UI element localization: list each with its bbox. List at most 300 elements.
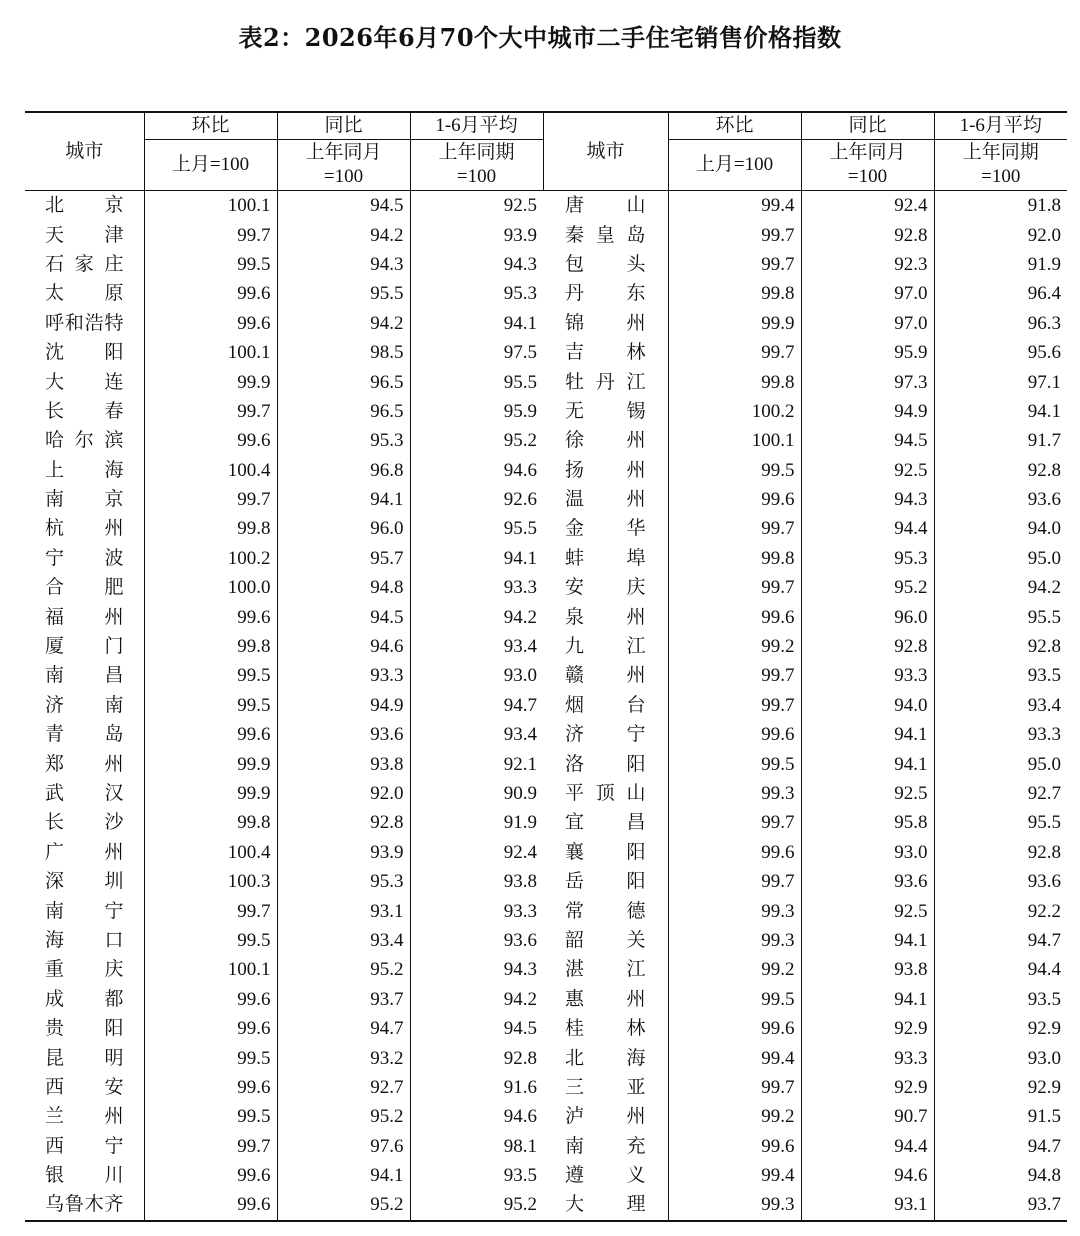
city-label: 海 口 — [45, 929, 124, 951]
cell-mom-left: 99.9 — [144, 367, 277, 396]
city-label: 哈 尔 滨 — [45, 430, 124, 452]
cell-mom-right: 99.6 — [668, 602, 801, 631]
cell-yoy-right: 92.3 — [801, 250, 934, 279]
cell-avg-right: 93.7 — [934, 1190, 1067, 1220]
city-label: 杭 州 — [45, 518, 124, 540]
city-label: 成 都 — [45, 988, 124, 1010]
cell-yoy-left: 96.8 — [277, 456, 410, 485]
city-label: 长 春 — [45, 400, 124, 422]
column-header-yoy-left: 同比 — [277, 112, 410, 140]
city-label: 南 昌 — [45, 665, 124, 687]
cell-mom-right: 99.7 — [668, 1073, 801, 1102]
cell-yoy-right: 93.3 — [801, 1043, 934, 1072]
city-label: 贵 阳 — [45, 1018, 124, 1040]
city-name-left — [25, 191, 144, 221]
city-name-left — [25, 544, 144, 573]
column-header-mom-right: 环比 — [668, 112, 801, 140]
city-name-left — [25, 573, 144, 602]
cell-mom-right: 99.6 — [668, 485, 801, 514]
city-name-right — [543, 1132, 668, 1161]
city-name-left — [25, 779, 144, 808]
city-name-left — [25, 1102, 144, 1131]
city-label: 湛 江 — [565, 959, 646, 981]
table-row — [25, 456, 1067, 485]
cell-mom-right: 99.4 — [668, 1043, 801, 1072]
city-label: 秦 皇 岛 — [565, 224, 646, 246]
city-name-right — [543, 1190, 668, 1220]
city-name-right — [543, 720, 668, 749]
cell-yoy-right: 95.3 — [801, 544, 934, 573]
city-name-left — [25, 720, 144, 749]
cell-avg-left: 98.1 — [410, 1132, 543, 1161]
cell-yoy-left: 92.8 — [277, 808, 410, 837]
city-name-right — [543, 779, 668, 808]
cell-avg-right: 92.7 — [934, 779, 1067, 808]
city-label: 上 海 — [45, 459, 124, 481]
column-header-avg-left: 1-6月平均 — [410, 112, 543, 140]
base-header-yoy-right: 上年同月 =100 — [801, 140, 934, 191]
cell-avg-left: 95.2 — [410, 426, 543, 455]
cell-avg-left: 93.5 — [410, 1161, 543, 1190]
cell-avg-right: 93.6 — [934, 867, 1067, 896]
cell-yoy-right: 92.5 — [801, 456, 934, 485]
base-header-avg-right: 上年同期 =100 — [934, 140, 1067, 191]
cell-mom-left: 99.6 — [144, 426, 277, 455]
cell-yoy-left: 95.2 — [277, 1190, 410, 1220]
cell-avg-right: 92.0 — [934, 220, 1067, 249]
cell-mom-right: 99.8 — [668, 544, 801, 573]
cell-avg-left: 93.4 — [410, 720, 543, 749]
cell-mom-right: 99.7 — [668, 661, 801, 690]
city-label: 银 川 — [45, 1165, 124, 1187]
cell-mom-left: 99.6 — [144, 309, 277, 338]
city-name-right — [543, 456, 668, 485]
cell-avg-right: 93.0 — [934, 1043, 1067, 1072]
cell-avg-right: 95.5 — [934, 602, 1067, 631]
cell-mom-right: 99.5 — [668, 456, 801, 485]
city-label: 福 州 — [45, 606, 124, 628]
cell-avg-right: 94.8 — [934, 1161, 1067, 1190]
city-label: 牡 丹 江 — [565, 371, 646, 393]
cell-mom-left: 100.0 — [144, 573, 277, 602]
cell-yoy-left: 95.3 — [277, 867, 410, 896]
cell-avg-left: 94.1 — [410, 544, 543, 573]
table-row — [25, 1043, 1067, 1072]
cell-avg-left: 97.5 — [410, 338, 543, 367]
city-label: 徐 州 — [565, 430, 646, 452]
cell-mom-right: 99.7 — [668, 338, 801, 367]
city-name-right — [543, 838, 668, 867]
city-name-right — [543, 602, 668, 631]
table-row — [25, 220, 1067, 249]
city-name-right — [543, 661, 668, 690]
cell-yoy-right: 94.6 — [801, 1161, 934, 1190]
cell-yoy-right: 94.3 — [801, 485, 934, 514]
city-label: 包 头 — [565, 253, 646, 275]
table-row — [25, 1014, 1067, 1043]
city-label: 乌 鲁 木 齐 — [45, 1194, 124, 1216]
cell-yoy-right: 92.8 — [801, 220, 934, 249]
city-name-right — [543, 544, 668, 573]
city-label: 西 宁 — [45, 1135, 124, 1157]
city-name-left — [25, 691, 144, 720]
cell-avg-left: 92.6 — [410, 485, 543, 514]
table-body — [25, 191, 1067, 1221]
cell-mom-left: 99.7 — [144, 397, 277, 426]
city-label: 天 津 — [45, 224, 124, 246]
table-row — [25, 367, 1067, 396]
cell-avg-right: 91.9 — [934, 250, 1067, 279]
cell-mom-left: 99.9 — [144, 779, 277, 808]
cell-yoy-left: 93.6 — [277, 720, 410, 749]
city-label: 昆 明 — [45, 1047, 124, 1069]
city-name-left — [25, 749, 144, 778]
city-label: 沈 阳 — [45, 342, 124, 364]
city-name-left — [25, 397, 144, 426]
city-name-right — [543, 632, 668, 661]
city-label: 南 充 — [565, 1135, 646, 1157]
cell-yoy-left: 94.1 — [277, 485, 410, 514]
city-label: 呼 和 浩 特 — [45, 312, 124, 334]
city-name-left — [25, 1014, 144, 1043]
cell-avg-right: 97.1 — [934, 367, 1067, 396]
table-row — [25, 485, 1067, 514]
cell-mom-right: 99.4 — [668, 1161, 801, 1190]
table-row — [25, 720, 1067, 749]
city-name-right — [543, 220, 668, 249]
cell-avg-right: 92.8 — [934, 456, 1067, 485]
cell-yoy-right: 94.1 — [801, 749, 934, 778]
cell-avg-right: 92.9 — [934, 1014, 1067, 1043]
cell-yoy-right: 92.8 — [801, 632, 934, 661]
cell-avg-left: 95.5 — [410, 367, 543, 396]
city-name-left — [25, 456, 144, 485]
city-label: 桂 林 — [565, 1018, 646, 1040]
city-label: 西 安 — [45, 1076, 124, 1098]
cell-yoy-left: 93.9 — [277, 838, 410, 867]
cell-yoy-left: 95.5 — [277, 279, 410, 308]
table-row — [25, 1190, 1067, 1220]
cell-avg-right: 96.4 — [934, 279, 1067, 308]
cell-mom-right: 99.8 — [668, 367, 801, 396]
table-row — [25, 397, 1067, 426]
table-row — [25, 191, 1067, 221]
cell-avg-left: 94.6 — [410, 1102, 543, 1131]
cell-yoy-left: 95.2 — [277, 1102, 410, 1131]
city-name-right — [543, 955, 668, 984]
table-row — [25, 514, 1067, 543]
city-label: 安 庆 — [565, 577, 646, 599]
cell-mom-left: 99.5 — [144, 926, 277, 955]
cell-yoy-left: 94.8 — [277, 573, 410, 602]
cell-yoy-left: 95.3 — [277, 426, 410, 455]
price-index-table — [25, 111, 1067, 1222]
table-row — [25, 573, 1067, 602]
table-row — [25, 661, 1067, 690]
cell-avg-left: 92.1 — [410, 749, 543, 778]
cell-mom-right: 99.2 — [668, 632, 801, 661]
cell-avg-right: 93.4 — [934, 691, 1067, 720]
city-name-left — [25, 514, 144, 543]
city-name-right — [543, 338, 668, 367]
cell-mom-left: 100.2 — [144, 544, 277, 573]
city-name-left — [25, 338, 144, 367]
city-label: 厦 门 — [45, 636, 124, 658]
cell-avg-left: 94.5 — [410, 1014, 543, 1043]
cell-yoy-left: 93.7 — [277, 985, 410, 1014]
city-label: 郑 州 — [45, 753, 124, 775]
city-label: 蚌 埠 — [565, 547, 646, 569]
cell-avg-right: 92.9 — [934, 1073, 1067, 1102]
cell-avg-right: 93.6 — [934, 485, 1067, 514]
table-row — [25, 955, 1067, 984]
cell-avg-left: 94.1 — [410, 309, 543, 338]
cell-mom-right: 99.5 — [668, 749, 801, 778]
cell-mom-right: 99.7 — [668, 808, 801, 837]
city-name-left — [25, 279, 144, 308]
cell-avg-left: 92.8 — [410, 1043, 543, 1072]
city-name-right — [543, 896, 668, 925]
cell-yoy-right: 93.6 — [801, 867, 934, 896]
cell-mom-left: 99.7 — [144, 220, 277, 249]
city-name-left — [25, 367, 144, 396]
cell-yoy-right: 93.8 — [801, 955, 934, 984]
cell-avg-right: 91.5 — [934, 1102, 1067, 1131]
city-name-left — [25, 1043, 144, 1072]
city-label: 惠 州 — [565, 988, 646, 1010]
cell-avg-right: 94.7 — [934, 926, 1067, 955]
cell-mom-right: 99.4 — [668, 191, 801, 221]
city-name-left — [25, 220, 144, 249]
cell-avg-right: 92.2 — [934, 896, 1067, 925]
city-name-right — [543, 309, 668, 338]
city-name-left — [25, 1073, 144, 1102]
base-header-avg-left: 上年同期 =100 — [410, 140, 543, 191]
city-name-left — [25, 1161, 144, 1190]
city-label: 锦 州 — [565, 312, 646, 334]
city-name-right — [543, 1073, 668, 1102]
city-label: 大 连 — [45, 371, 124, 393]
cell-avg-left: 91.9 — [410, 808, 543, 837]
cell-mom-left: 100.1 — [144, 191, 277, 221]
city-name-right — [543, 367, 668, 396]
city-name-left — [25, 632, 144, 661]
cell-yoy-left: 94.9 — [277, 691, 410, 720]
city-label: 青 岛 — [45, 724, 124, 746]
city-label: 重 庆 — [45, 959, 124, 981]
city-label: 泉 州 — [565, 606, 646, 628]
cell-yoy-left: 92.7 — [277, 1073, 410, 1102]
city-name-right — [543, 279, 668, 308]
cell-avg-right: 91.7 — [934, 426, 1067, 455]
cell-yoy-left: 94.5 — [277, 602, 410, 631]
cell-yoy-left: 97.6 — [277, 1132, 410, 1161]
cell-mom-right: 99.6 — [668, 1014, 801, 1043]
cell-avg-right: 93.5 — [934, 985, 1067, 1014]
cell-avg-right: 93.3 — [934, 720, 1067, 749]
column-header-yoy-right: 同比 — [801, 112, 934, 140]
table-row — [25, 544, 1067, 573]
city-label: 吉 林 — [565, 342, 646, 364]
city-label: 大 理 — [565, 1194, 646, 1216]
cell-yoy-right: 94.4 — [801, 514, 934, 543]
table-row — [25, 1161, 1067, 1190]
cell-avg-right: 93.5 — [934, 661, 1067, 690]
city-label: 唐 山 — [565, 195, 646, 217]
city-label: 襄 阳 — [565, 841, 646, 863]
table-row — [25, 808, 1067, 837]
city-label: 洛 阳 — [565, 753, 646, 775]
table-row — [25, 338, 1067, 367]
cell-yoy-left: 94.3 — [277, 250, 410, 279]
cell-mom-left: 100.4 — [144, 456, 277, 485]
cell-avg-right: 92.8 — [934, 838, 1067, 867]
cell-avg-right: 96.3 — [934, 309, 1067, 338]
city-name-left — [25, 1190, 144, 1220]
cell-yoy-right: 94.0 — [801, 691, 934, 720]
cell-avg-left: 95.2 — [410, 1190, 543, 1220]
city-name-right — [543, 573, 668, 602]
table-row — [25, 1102, 1067, 1131]
cell-yoy-right: 97.0 — [801, 309, 934, 338]
cell-mom-right: 99.5 — [668, 985, 801, 1014]
city-label: 金 华 — [565, 518, 646, 540]
city-label: 广 州 — [45, 841, 124, 863]
city-label: 常 德 — [565, 900, 646, 922]
cell-mom-right: 99.9 — [668, 309, 801, 338]
page-title: 表2：2026年6月70个大中城市二手住宅销售价格指数 — [238, 23, 842, 52]
cell-yoy-right: 92.5 — [801, 779, 934, 808]
cell-mom-right: 99.6 — [668, 838, 801, 867]
table-row — [25, 602, 1067, 631]
cell-yoy-right: 92.9 — [801, 1073, 934, 1102]
cell-mom-right: 99.7 — [668, 514, 801, 543]
city-name-right — [543, 426, 668, 455]
cell-mom-right: 99.3 — [668, 896, 801, 925]
city-name-left — [25, 602, 144, 631]
cell-yoy-left: 93.2 — [277, 1043, 410, 1072]
city-label: 北 海 — [565, 1047, 646, 1069]
city-name-left — [25, 661, 144, 690]
cell-avg-left: 94.3 — [410, 250, 543, 279]
cell-avg-left: 93.4 — [410, 632, 543, 661]
cell-yoy-right: 94.4 — [801, 1132, 934, 1161]
cell-yoy-left: 96.5 — [277, 397, 410, 426]
city-label: 济 南 — [45, 694, 124, 716]
city-name-right — [543, 691, 668, 720]
city-label: 扬 州 — [565, 459, 646, 481]
cell-yoy-right: 92.4 — [801, 191, 934, 221]
city-name-right — [543, 1161, 668, 1190]
cell-avg-left: 91.6 — [410, 1073, 543, 1102]
cell-yoy-right: 94.5 — [801, 426, 934, 455]
cell-avg-right: 91.8 — [934, 191, 1067, 221]
cell-mom-left: 99.6 — [144, 720, 277, 749]
city-name-left — [25, 838, 144, 867]
city-name-left — [25, 309, 144, 338]
cell-mom-left: 99.5 — [144, 691, 277, 720]
cell-yoy-right: 94.1 — [801, 720, 934, 749]
city-label: 九 江 — [565, 636, 646, 658]
cell-yoy-left: 93.4 — [277, 926, 410, 955]
city-name-left — [25, 896, 144, 925]
table-row — [25, 426, 1067, 455]
table-row — [25, 867, 1067, 896]
cell-yoy-left: 94.7 — [277, 1014, 410, 1043]
city-name-left — [25, 867, 144, 896]
cell-yoy-left: 98.5 — [277, 338, 410, 367]
cell-mom-left: 100.1 — [144, 338, 277, 367]
cell-mom-right: 99.8 — [668, 279, 801, 308]
city-name-right — [543, 1043, 668, 1072]
city-name-right — [543, 1014, 668, 1043]
table-row — [25, 632, 1067, 661]
cell-mom-right: 100.1 — [668, 426, 801, 455]
city-name-right — [543, 250, 668, 279]
cell-avg-right: 95.0 — [934, 749, 1067, 778]
cell-avg-right: 95.6 — [934, 338, 1067, 367]
city-label: 南 京 — [45, 489, 124, 511]
cell-avg-left: 93.0 — [410, 661, 543, 690]
city-label: 泸 州 — [565, 1106, 646, 1128]
cell-avg-right: 94.4 — [934, 955, 1067, 984]
cell-avg-left: 92.4 — [410, 838, 543, 867]
cell-avg-left: 92.5 — [410, 191, 543, 221]
city-name-left — [25, 485, 144, 514]
cell-mom-right: 99.2 — [668, 955, 801, 984]
cell-mom-left: 99.6 — [144, 1073, 277, 1102]
city-name-right — [543, 749, 668, 778]
city-name-left — [25, 808, 144, 837]
cell-mom-right: 99.2 — [668, 1102, 801, 1131]
cell-mom-left: 99.5 — [144, 1043, 277, 1072]
cell-yoy-right: 93.0 — [801, 838, 934, 867]
cell-yoy-right: 95.9 — [801, 338, 934, 367]
cell-yoy-right: 94.9 — [801, 397, 934, 426]
city-label: 温 州 — [565, 489, 646, 511]
table-row — [25, 985, 1067, 1014]
cell-avg-left: 94.3 — [410, 955, 543, 984]
cell-yoy-left: 95.7 — [277, 544, 410, 573]
cell-avg-right: 92.8 — [934, 632, 1067, 661]
city-name-right — [543, 985, 668, 1014]
table-row — [25, 779, 1067, 808]
city-label: 赣 州 — [565, 665, 646, 687]
cell-avg-left: 93.8 — [410, 867, 543, 896]
city-name-right — [543, 191, 668, 221]
table-row — [25, 309, 1067, 338]
cell-yoy-left: 96.0 — [277, 514, 410, 543]
cell-mom-left: 99.7 — [144, 485, 277, 514]
base-header-yoy-left: 上年同月 =100 — [277, 140, 410, 191]
city-label: 宜 昌 — [565, 812, 646, 834]
cell-mom-right: 99.6 — [668, 1132, 801, 1161]
cell-mom-right: 100.2 — [668, 397, 801, 426]
table-row — [25, 896, 1067, 925]
city-name-right — [543, 926, 668, 955]
cell-avg-right: 94.1 — [934, 397, 1067, 426]
city-label: 济 宁 — [565, 724, 646, 746]
cell-avg-left: 94.2 — [410, 985, 543, 1014]
city-name-left — [25, 926, 144, 955]
cell-mom-right: 99.6 — [668, 720, 801, 749]
cell-avg-right: 95.0 — [934, 544, 1067, 573]
cell-avg-right: 94.7 — [934, 1132, 1067, 1161]
cell-yoy-left: 94.5 — [277, 191, 410, 221]
cell-mom-left: 99.7 — [144, 1132, 277, 1161]
cell-mom-left: 99.5 — [144, 1102, 277, 1131]
cell-mom-right: 99.3 — [668, 926, 801, 955]
